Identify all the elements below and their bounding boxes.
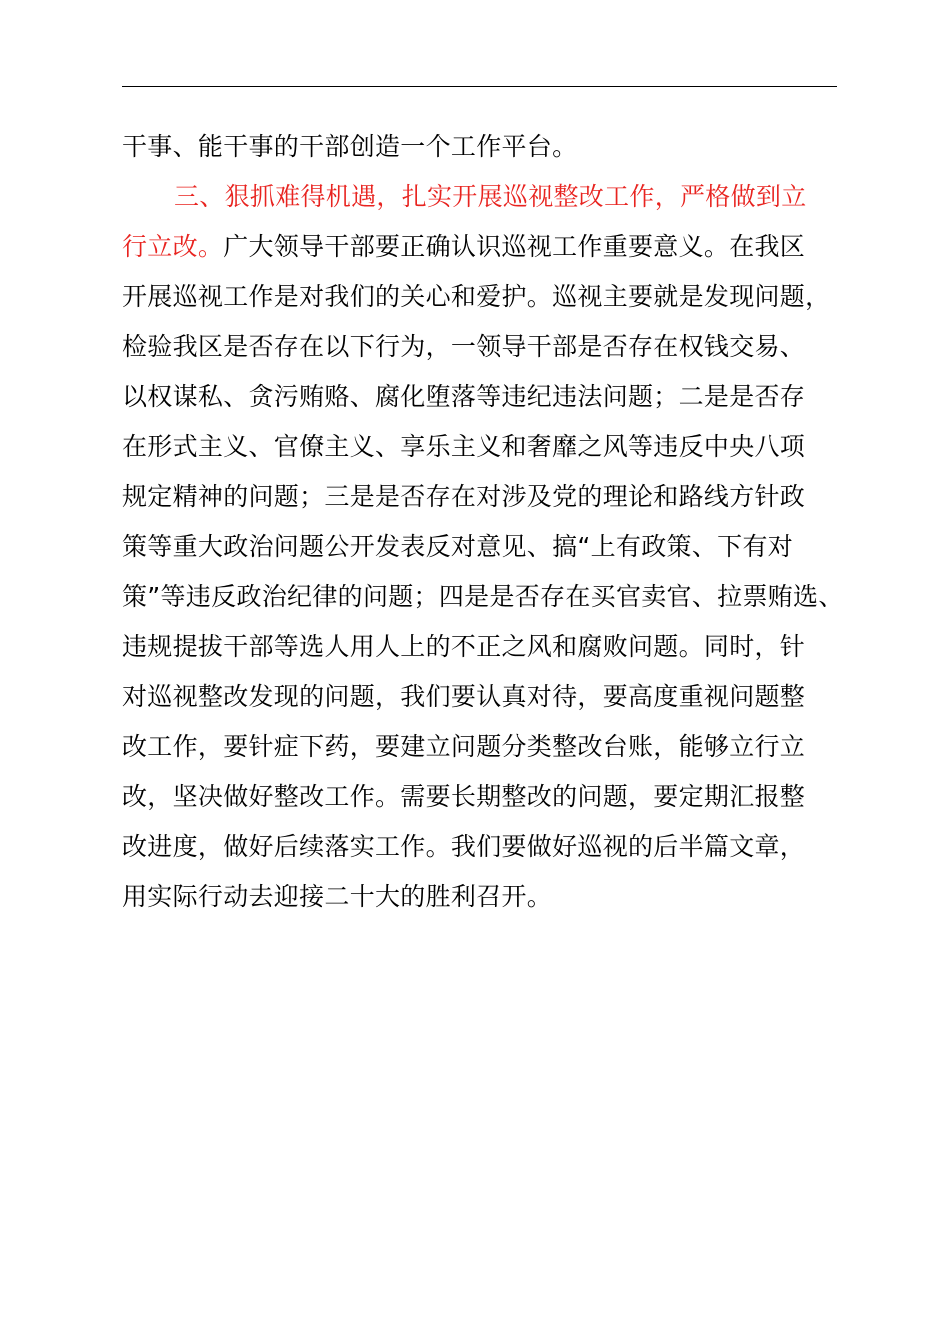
paragraph-line-7: 规定精神的问题；三是是否存在对涉及党的理论和路线方针政 [122, 482, 806, 511]
header-rule [122, 86, 837, 87]
paragraph-line-12: 改工作，要针症下药，要建立问题分类整改台账，能够立行立 [122, 732, 806, 761]
paragraph-line-15: 用实际行动去迎接二十大的胜利召开。 [122, 882, 553, 911]
section-heading-tail: 行立改。 [122, 232, 224, 261]
paragraph-line-11: 对巡视整改发现的问题，我们要认真对待，要高度重视问题整 [122, 682, 806, 711]
paragraph-line-2: 广大领导干部要正确认识巡视工作重要意义。在我区 [223, 232, 806, 261]
section-heading-line-2 [122, 231, 805, 263]
paragraph-line-9: 策”等违反政治纪律的问题；四是是否存在买官卖官、拉票贿选、 [122, 582, 844, 611]
paragraph-line-8: 策等重大政治问题公开发表反对意见、搞“上有政策、下有对 [122, 532, 794, 561]
paragraph-line-14: 改进度，做好后续落实工作。我们要做好巡视的后半篇文章， [122, 832, 806, 861]
section-heading-line-1: 三、狠抓难得机遇，扎实开展巡视整改工作，严格做到立 [174, 182, 807, 211]
paragraph-line-3: 开展巡视工作是对我们的关心和爱护。巡视主要就是发现问题， [122, 282, 831, 311]
paragraph-line-13: 改，坚决做好整改工作。需要长期整改的问题，要定期汇报整 [122, 782, 806, 811]
paragraph-line-6: 在形式主义、官僚主义、享乐主义和奢靡之风等违反中央八项 [122, 432, 806, 461]
paragraph-line-4: 检验我区是否存在以下行为，一领导干部是否存在权钱交易、 [122, 332, 806, 361]
paragraph-line-10: 违规提拔干部等选人用人上的不正之风和腐败问题。同时，针 [122, 632, 806, 661]
paragraph-line-5: 以权谋私、贪污贿赂、腐化堕落等违纪违法问题；二是是否存 [122, 382, 806, 411]
paragraph-line-1: 干事、能干事的干部创造一个工作平台。 [122, 132, 578, 161]
